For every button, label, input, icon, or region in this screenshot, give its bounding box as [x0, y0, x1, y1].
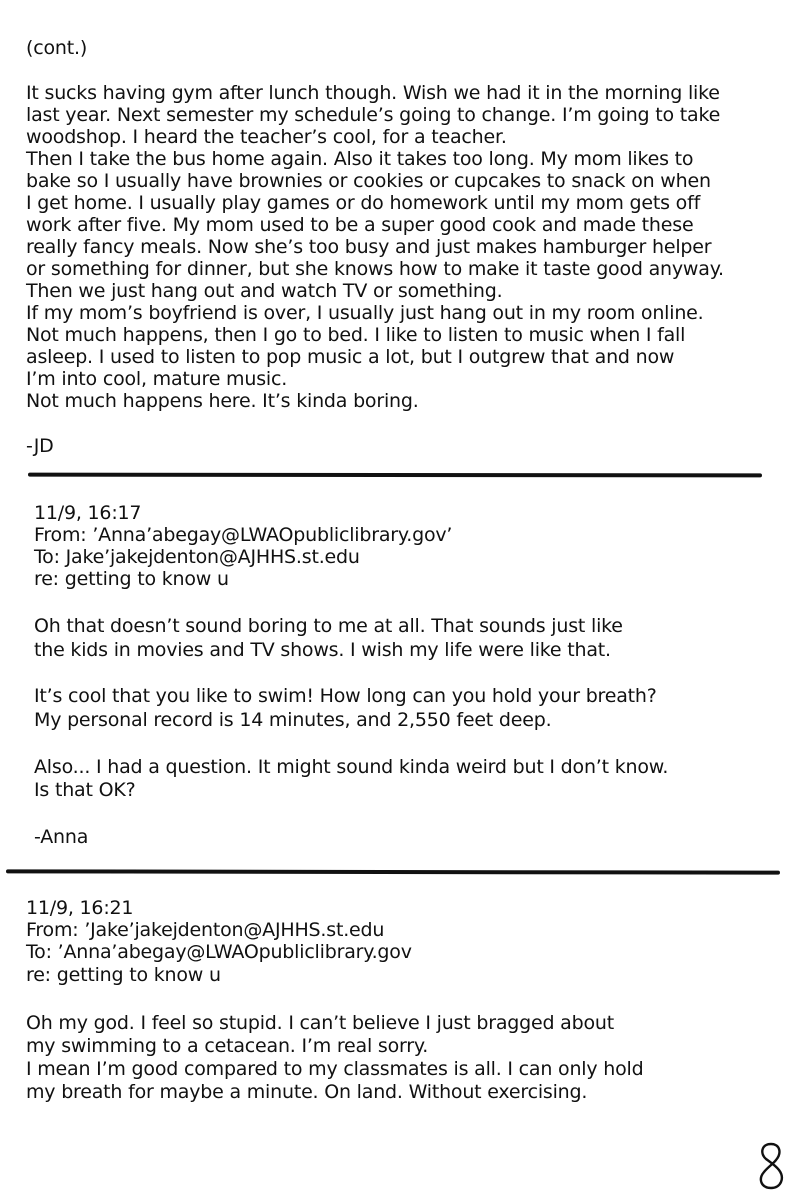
letter-line: I’m into cool, mature music.: [26, 368, 288, 390]
letter-line: really fancy meals. Now she’s too busy and just makes hamburger helper: [26, 236, 712, 258]
letter-line: last year. Next semester my schedule’s going to change. I’m going to take: [26, 104, 721, 126]
email-body-line: the kids in movies and TV shows. I wish my life were like that.: [34, 639, 611, 661]
email-body-line: I mean I’m good compared to my classmates is all. I can only hold: [26, 1058, 644, 1080]
email-body-line: Oh my god. I feel so stupid. I can’t believe I just bragged about: [26, 1012, 614, 1034]
letter-line: It sucks having gym after lunch though. Wish we had it in the morning like: [26, 82, 720, 104]
email-body-line: my breath for maybe a minute. On land. Without exercising.: [26, 1081, 588, 1103]
letter-line: Then we just hang out and watch TV or something.: [26, 280, 503, 302]
signature-jd: -JD: [26, 435, 54, 457]
email-body-line: Oh that doesn’t sound boring to me at all. That sounds just like: [34, 615, 623, 637]
email-body-line: Is that OK?: [34, 779, 136, 801]
email-body-line: It’s cool that you like to swim! How long can you hold your breath?: [34, 685, 657, 707]
email-from: From: ’Jake’jakejdenton@AJHHS.st.edu: [26, 919, 385, 941]
email-body-line: my swimming to a cetacean. I’m real sorry.: [26, 1035, 429, 1057]
email-body-line: Also... I had a question. It might sound kinda weird but I don’t know.: [34, 756, 669, 778]
email-from: From: ’Anna’abegay@LWAOpubliclibrary.gov’: [34, 524, 453, 546]
letter-line: asleep. I used to listen to pop music a lot, but I outgrew that and now: [26, 346, 675, 368]
section-divider: [6, 869, 780, 874]
email-timestamp: 11/9, 16:17: [34, 502, 142, 524]
page-number-glyph: [755, 1140, 787, 1192]
letter-line: Not much happens here. It’s kinda boring.: [26, 390, 419, 412]
section-divider: [28, 473, 762, 478]
letter-line: Then I take the bus home again. Also it takes too long. My mom likes to: [26, 148, 694, 170]
email-timestamp: 11/9, 16:21: [26, 897, 134, 919]
letter-line: work after five. My mom used to be a super good cook and made these: [26, 214, 694, 236]
letter-line: woodshop. I heard the teacher’s cool, for a teacher.: [26, 126, 507, 148]
letter-line: (cont.): [26, 37, 88, 59]
signature-anna: -Anna: [34, 826, 89, 848]
page-number: [755, 1140, 787, 1192]
letter-line: bake so I usually have brownies or cookies or cupcakes to snack on when: [26, 170, 711, 192]
email-to: To: ’Anna’abegay@LWAOpubliclibrary.gov: [26, 941, 412, 963]
letter-line: I get home. I usually play games or do homework until my mom gets off: [26, 192, 701, 214]
letter-line: If my mom’s boyfriend is over, I usually just hang out in my room online.: [26, 302, 704, 324]
email-to: To: Jake’jakejdenton@AJHHS.st.edu: [34, 546, 360, 568]
letter-line: Not much happens, then I go to bed. I like to listen to music when I fall: [26, 324, 686, 346]
letter-line: or something for dinner, but she knows how to make it taste good anyway.: [26, 258, 724, 280]
email-subject: re: getting to know u: [26, 964, 221, 986]
email-subject: re: getting to know u: [34, 568, 229, 590]
email-body-line: My personal record is 14 minutes, and 2,550 feet deep.: [34, 709, 552, 731]
